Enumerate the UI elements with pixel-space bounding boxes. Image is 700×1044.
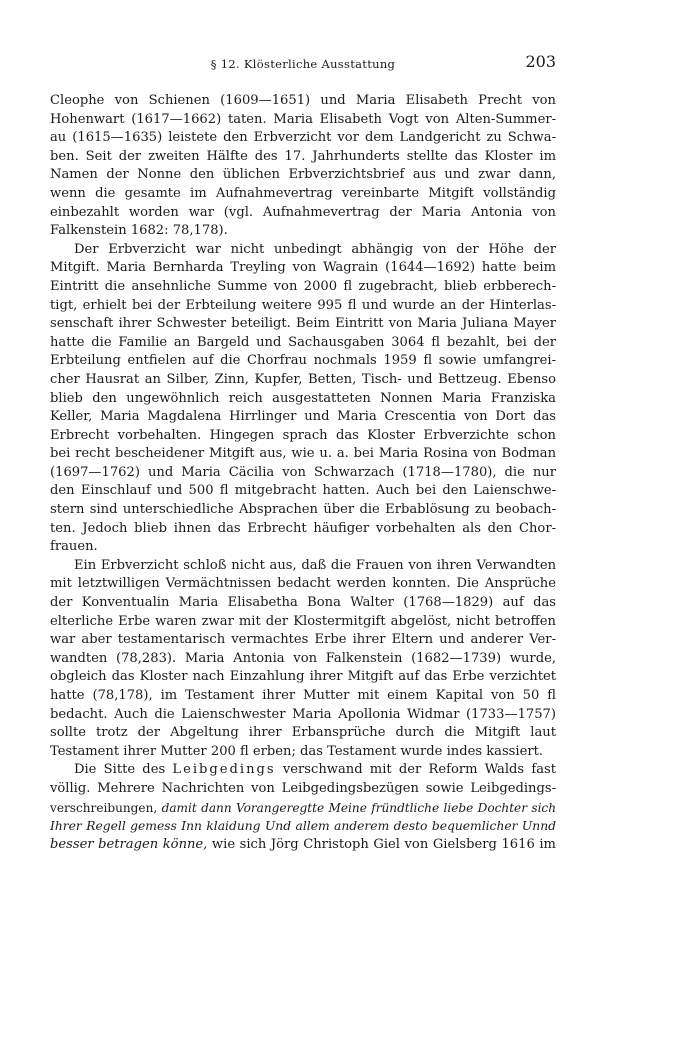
text-line: Erbteilung entfielen auf die Chorfrau nochmals 1959 fl sowie umfangrei- bbox=[50, 353, 556, 369]
text-line: bedacht. Auch die Laienschwester Maria Apollonia Widmar (1733—1757) bbox=[50, 706, 556, 722]
text-line: ben. Seit der zweiten Hälfte des 17. Jahrhunderts stellte das Kloster im bbox=[50, 148, 556, 164]
text-line: blieb den ungewöhnlich reich ausgestatteten Nonnen Maria Franziska bbox=[50, 390, 556, 406]
text-line: den Einschlauf und 500 fl mitgebracht hatten. Auch bei den Laienschwe- bbox=[50, 483, 556, 499]
quotation-italic: Ihrer Regell gemess Inn klaidung Und allem anderem desto bequemlicher Unnd bbox=[50, 819, 556, 834]
text-run: Die Sitte des bbox=[74, 762, 173, 778]
text-line bbox=[50, 817, 556, 836]
text-line bbox=[50, 799, 556, 818]
text-line: Falkenstein 1682: 78,178). bbox=[50, 223, 228, 239]
text-line: Mitgift. Maria Bernharda Treyling von Wagrain (1644—1692) hatte beim bbox=[50, 260, 556, 276]
text-line: Der Erbverzicht war nicht unbedingt abhängig von der Höhe der bbox=[74, 241, 556, 257]
text-line: ten. Jedoch blieb ihnen das Erbrecht häufiger vorbehalten als den Chor- bbox=[50, 520, 556, 536]
text-line bbox=[50, 836, 556, 855]
text-line: völlig. Mehrere Nachrichten von Leibgedingsbezügen sowie Leibgedings- bbox=[50, 780, 556, 796]
text-line: hatte die Familie an Bargeld und Sachausgaben 3064 fl bezahlt, bei der bbox=[50, 334, 556, 350]
text-line bbox=[50, 761, 556, 780]
spaced-term: Leibgedings bbox=[172, 762, 276, 778]
text-run: verschwand mit der Reform Walds fast bbox=[275, 762, 557, 778]
text-line: sollte trotz der Abgeltung ihrer Erbansprüche durch die Mitgift laut bbox=[50, 725, 556, 741]
text-line: stern sind unterschiedliche Absprachen über die Erbablösung zu beobach- bbox=[50, 502, 556, 518]
text-line: frauen. bbox=[50, 539, 98, 555]
text-line: wandten (78,283). Maria Antonia von Falkenstein (1682—1739) wurde, bbox=[50, 650, 556, 666]
text-line: tigt, erhielt bei der Erbteilung weitere 995 fl und wurde an der Hinterlas- bbox=[50, 297, 556, 313]
text-line: (1697—1762) und Maria Cäcilia von Schwarzach (1718—1780), die nur bbox=[50, 464, 556, 480]
text-line: Namen der Nonne den üblichen Erbverzichtsbrief aus und zwar dann, bbox=[50, 167, 556, 183]
body-text bbox=[50, 92, 556, 854]
text-line: Eintritt die ansehnliche Summe von 2000 fl zugebracht, blieb erbberech- bbox=[50, 278, 556, 294]
text-line: mit letztwilligen Vermächtnissen bedacht werden konnten. Die Ansprüche bbox=[50, 576, 556, 592]
text-run: verschreibungen, bbox=[50, 800, 162, 815]
text-line: der Konventualin Maria Elisabetha Bona Walter (1768—1829) auf das bbox=[50, 595, 556, 611]
text-line: hatte (78,178), im Testament ihrer Mutter mit einem Kapital von 50 fl bbox=[50, 688, 556, 703]
text-line: bei recht bescheidener Mitgift aus, wie u. a. bei Maria Rosina von Bodman bbox=[50, 446, 556, 462]
text-line: elterliche Erbe waren zwar mit der Klostermitgift abgelöst, nicht betroffen bbox=[50, 613, 556, 629]
text-line: Ein Erbverzicht schloß nicht aus, daß die Frauen von ihren Verwandten bbox=[74, 557, 556, 573]
text-line: cher Hausrat an Silber, Zinn, Kupfer, Betten, Tisch- und Bettzeug. Ebenso bbox=[50, 371, 556, 387]
running-title: § 12. Klösterliche Ausstattung bbox=[210, 57, 396, 71]
text-line: Cleophe von Schienen (1609—1651) und Maria Elisabeth Precht von bbox=[50, 93, 556, 108]
text-run: wie sich Jörg Christoph Giel von Gielsberg 1616 im bbox=[207, 836, 556, 852]
page-number: 203 bbox=[525, 52, 556, 71]
text-line: Erbrecht vorbehalten. Hingegen sprach das Kloster Erbverzichte schon bbox=[50, 427, 556, 443]
text-line: au (1615—1635) leistete den Erbverzicht vor dem Landgericht zu Schwa- bbox=[50, 130, 556, 146]
quotation-italic: damit dann Vorangeregtte Meine fründtliche liebe Dochter sich bbox=[161, 800, 556, 815]
text-line: obgleich das Kloster nach Einzahlung ihrer Mitgift auf das Erbe verzichtet bbox=[50, 669, 556, 685]
page-header bbox=[50, 52, 556, 74]
text-line: einbezahlt worden war (vgl. Aufnahmevertrag der Maria Antonia von bbox=[50, 204, 556, 220]
text-line: war aber testamentarisch vermachtes Erbe ihrer Eltern und anderer Ver- bbox=[50, 632, 556, 648]
text-line: Testament ihrer Mutter 200 fl erben; das Testament wurde indes kassiert. bbox=[50, 743, 544, 759]
quotation-italic: besser betragen könne, bbox=[50, 836, 208, 852]
text-line: wenn die gesamte im Aufnahmevertrag vereinbarte Mitgift vollständig bbox=[50, 185, 556, 201]
text-line: Keller, Maria Magdalena Hirrlinger und Maria Crescentia von Dort das bbox=[50, 409, 556, 425]
text-line: senschaft ihrer Schwester beteiligt. Beim Eintritt von Maria Juliana Mayer bbox=[50, 316, 556, 332]
text-line: Hohenwart (1617—1662) taten. Maria Elisabeth Vogt von Alten-Summer- bbox=[50, 111, 556, 127]
